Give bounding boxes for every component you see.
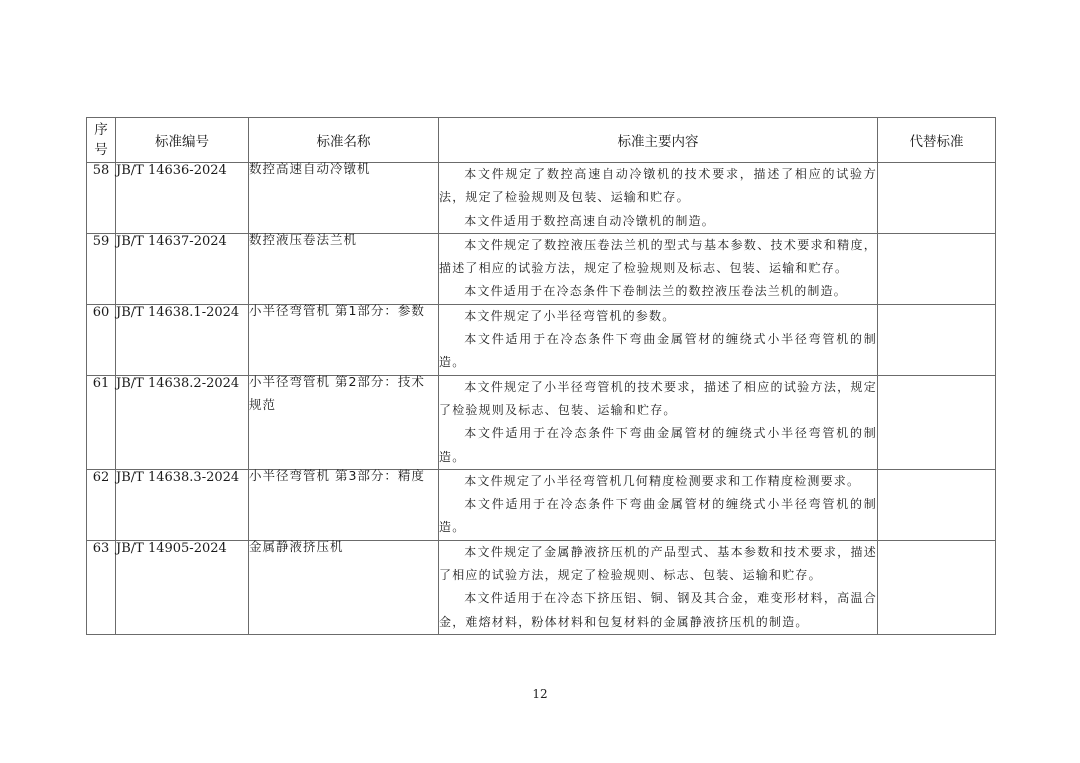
row-no: 59 [87, 233, 116, 304]
content-paragraph: 本文件适用于在冷态条件下卷制法兰的数控液压卷法兰机的制造。 [464, 284, 847, 299]
content-paragraph: 本文件规定了金属静液挤压机的产品型式、基本参数和技术要求，描述了相应的试验方法，规定了检验规则、标志、包装、运输和贮存。 [439, 544, 877, 583]
row-replace [878, 304, 996, 375]
row-no: 63 [87, 540, 116, 634]
table-row [87, 375, 996, 469]
header-no-line1: 序 [94, 122, 108, 138]
table-row [87, 163, 996, 234]
row-name [249, 163, 439, 234]
row-name-text: 金属静液挤压机 [249, 538, 344, 554]
row-content [439, 540, 878, 634]
content-paragraph: 本文件规定了小半径弯管机的参数。 [464, 308, 676, 323]
row-name [249, 540, 439, 634]
table-row [87, 233, 996, 304]
table-row [87, 304, 996, 375]
row-code: JB/T 14637-2024 [116, 233, 249, 304]
page-number: 12 [532, 687, 548, 701]
header-code: 标准编号 [116, 118, 249, 163]
table-row [87, 540, 996, 634]
content-paragraph: 本文件规定了小半径弯管机的技术要求，描述了相应的试验方法，规定了检验规则及标志、包装、运输和贮存。 [439, 379, 877, 417]
table-header-row [87, 118, 996, 163]
row-name [249, 469, 439, 540]
content-paragraph: 本文件适用于在冷态条件下弯曲金属管材的缠绕式小半径弯管机的制造。 [439, 497, 877, 535]
header-no-line2: 号 [94, 142, 108, 158]
row-code: JB/T 14905-2024 [116, 540, 249, 634]
row-name-text: 小半径弯管机 第2部分：技术规范 [249, 373, 425, 412]
row-no: 62 [87, 469, 116, 540]
row-code: JB/T 14636-2024 [116, 163, 249, 234]
row-replace [878, 163, 996, 234]
row-replace [878, 469, 996, 540]
row-name [249, 375, 439, 469]
row-name-text: 数控液压卷法兰机 [249, 231, 358, 247]
row-code: JB/T 14638.3-2024 [116, 469, 249, 540]
row-no: 58 [87, 163, 116, 234]
header-content: 标准主要内容 [439, 118, 878, 163]
row-name [249, 304, 439, 375]
row-name [249, 233, 439, 304]
row-no: 61 [87, 375, 116, 469]
content-paragraph: 本文件规定了数控高速自动冷镦机的技术要求，描述了相应的试验方法，规定了检验规则及包装、运输和贮存。 [439, 167, 877, 205]
header-name: 标准名称 [249, 118, 439, 163]
row-content [439, 375, 878, 469]
row-name-text: 小半径弯管机 第3部分：精度 [249, 467, 425, 483]
row-content [439, 469, 878, 540]
content-paragraph: 本文件适用于在冷态下挤压铝、铜、钢及其合金，难变形材料，高温合金，难熔材料，粉体材料和包复材料的金属静液挤压机的制造。 [439, 591, 877, 629]
row-content [439, 233, 878, 304]
row-name-text: 数控高速自动冷镦机 [249, 161, 371, 176]
header-replace: 代替标准 [878, 118, 996, 163]
row-content [439, 163, 878, 234]
content-paragraph: 本文件适用于数控高速自动冷镦机的制造。 [464, 213, 715, 228]
row-name-text: 小半径弯管机 第1部分：参数 [249, 302, 425, 318]
row-content [439, 304, 878, 375]
row-replace [878, 233, 996, 304]
content-paragraph: 本文件规定了小半径弯管机几何精度检测要求和工作精度检测要求。 [464, 473, 861, 488]
table-row [87, 469, 996, 540]
content-paragraph: 本文件规定了数控液压卷法兰机的型式与基本参数、技术要求和精度，描述了相应的试验方法，规定了检验规则及标志、包装、运输和贮存。 [439, 237, 877, 276]
row-replace [878, 375, 996, 469]
standards-table [86, 117, 996, 635]
content-paragraph: 本文件适用于在冷态条件下弯曲金属管材的缠绕式小半径弯管机的制造。 [439, 426, 877, 464]
row-code: JB/T 14638.1-2024 [116, 304, 249, 375]
row-code: JB/T 14638.2-2024 [116, 375, 249, 469]
row-replace [878, 540, 996, 634]
row-no: 60 [87, 304, 116, 375]
header-no [87, 118, 116, 163]
content-paragraph: 本文件适用于在冷态条件下弯曲金属管材的缠绕式小半径弯管机的制造。 [439, 332, 877, 370]
